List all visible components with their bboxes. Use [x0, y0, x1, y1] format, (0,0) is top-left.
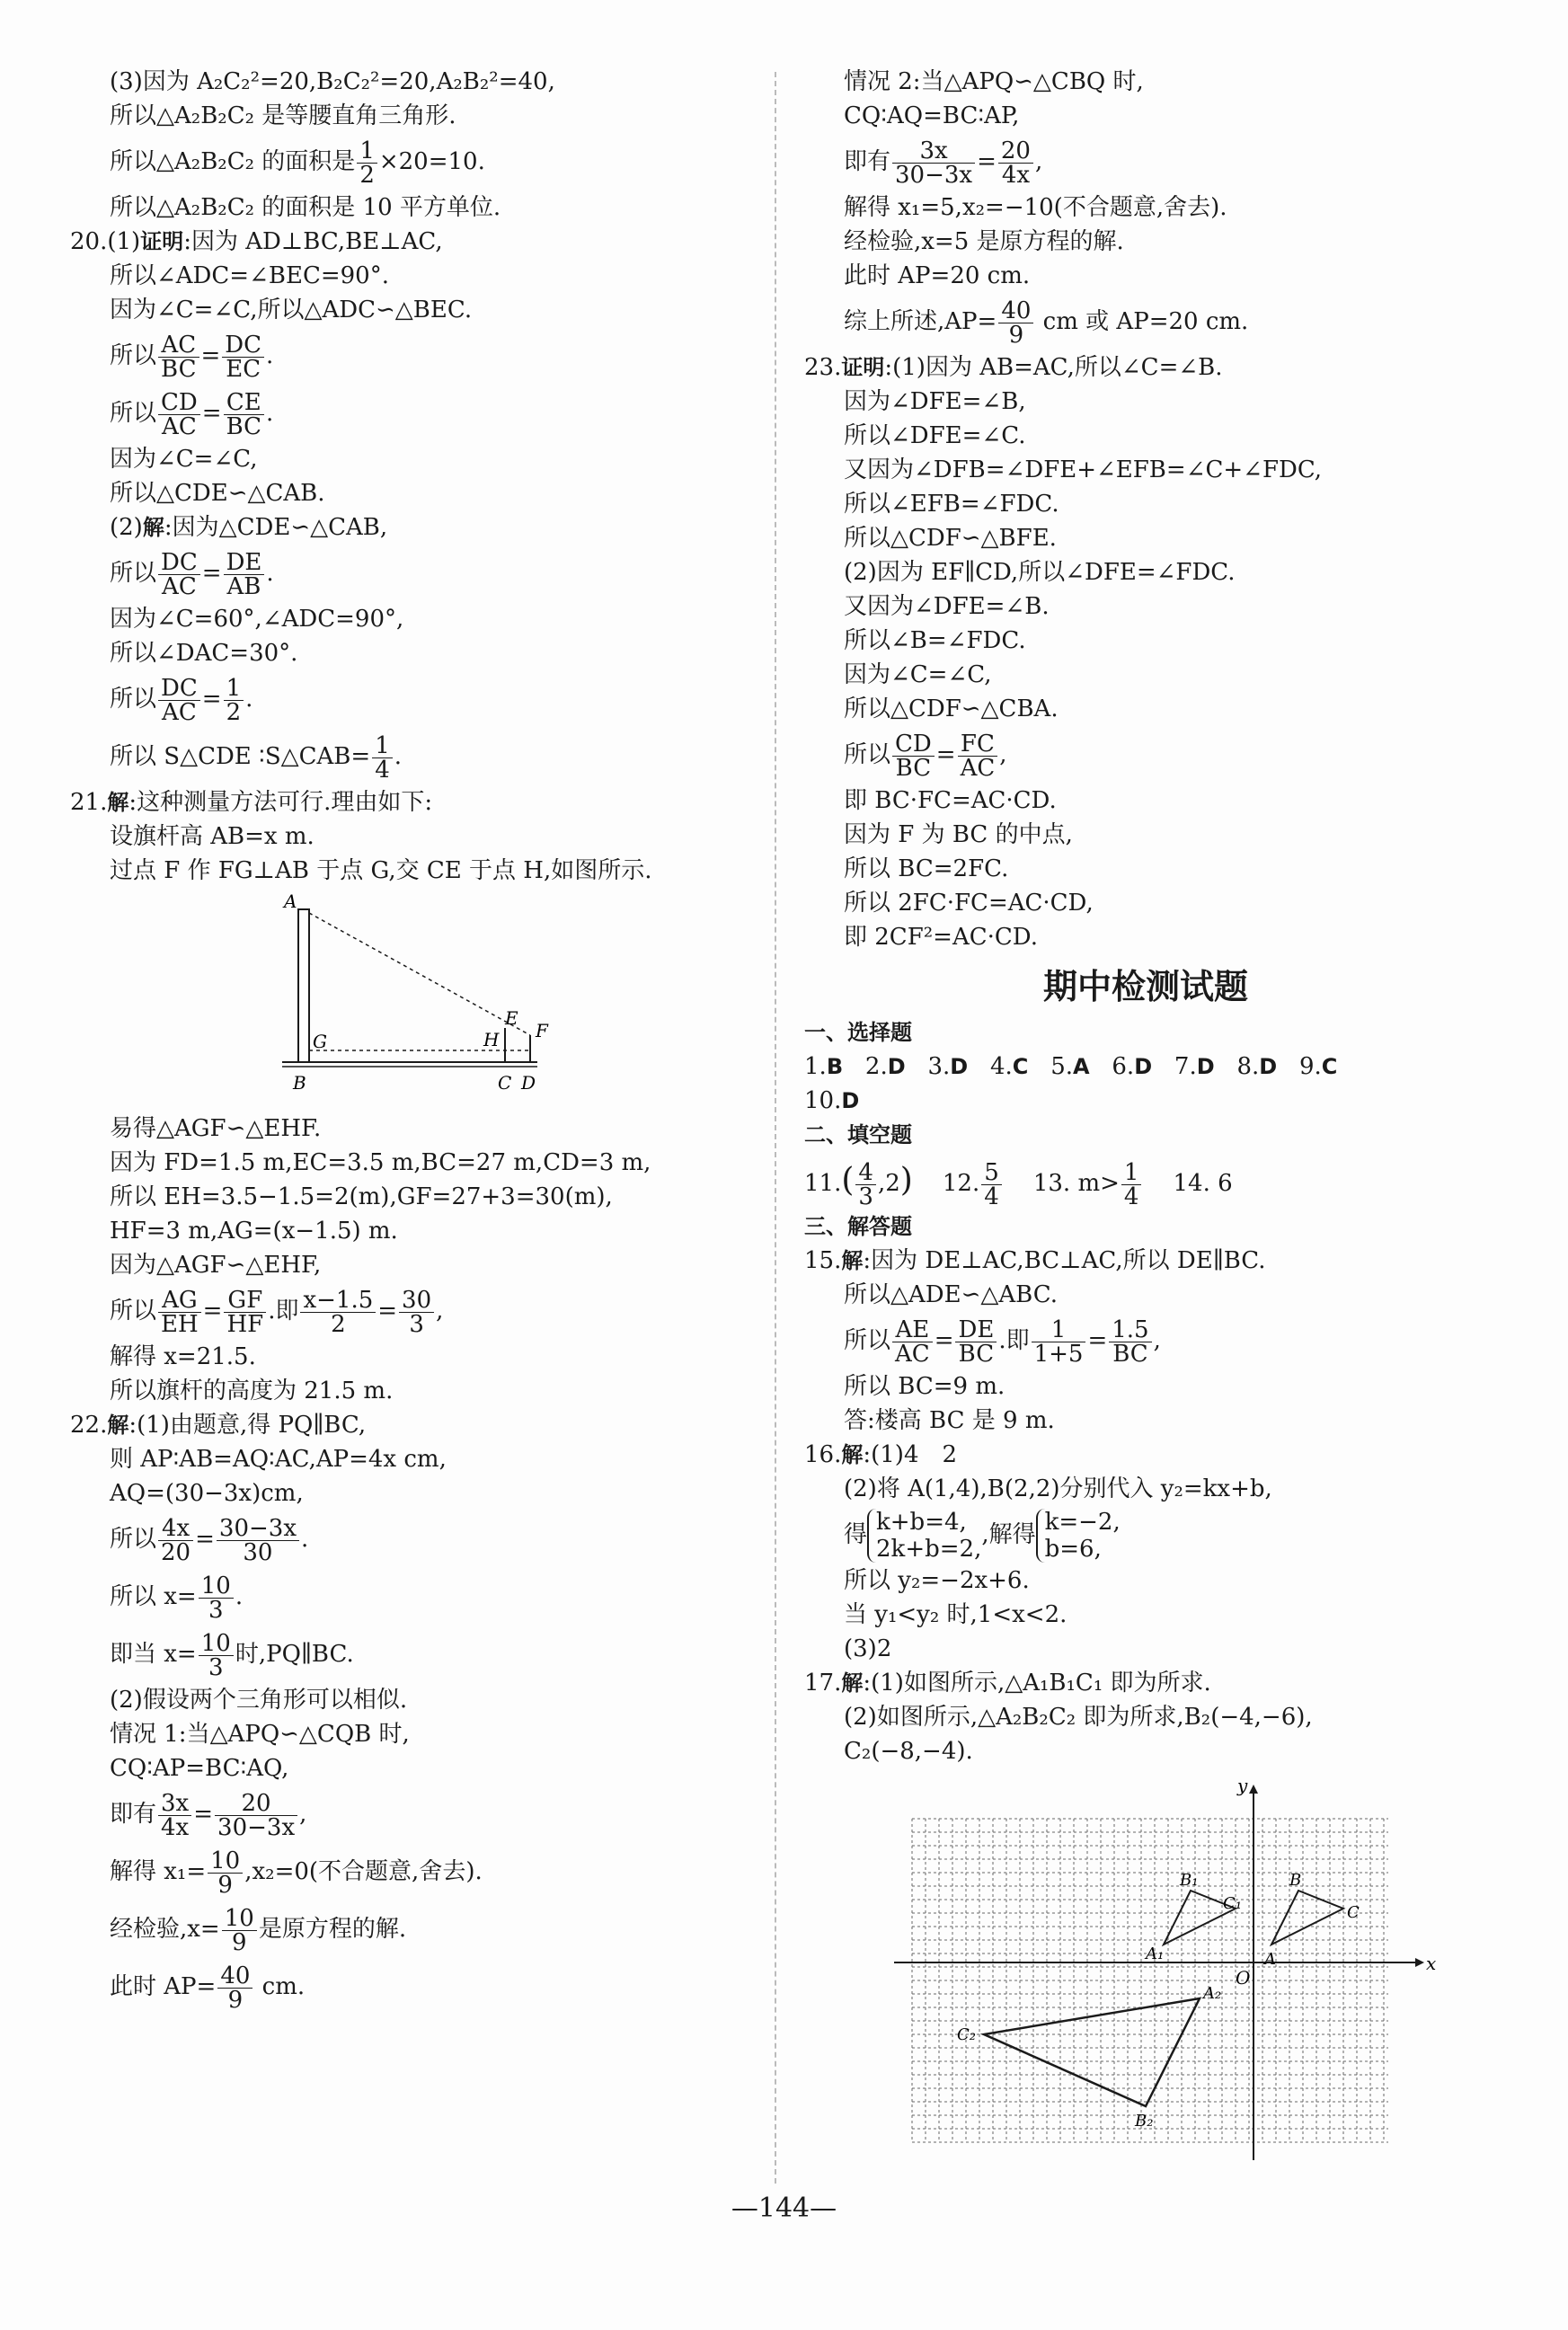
- text-line: 解得 x₁= $\frac{10}{9}$ ,x₂=0(不合题意,舍去).: [110, 1847, 483, 1899]
- coordinate-grid: [804, 1774, 1487, 2169]
- column-divider: [775, 72, 776, 2184]
- text-line: 经检验,x= $\frac{10}{9}$ 是原方程的解.: [110, 1904, 407, 1956]
- text-line: 所以 y₂=−2x+6.: [844, 1567, 1030, 1594]
- fraction: $\frac{4}{3}$: [855, 1161, 876, 1209]
- text-line: 因为△AGF∽△EHF,: [110, 1252, 322, 1279]
- text-line: 过点 F 作 FG⊥AB 于点 G,交 CE 于点 H,如图所示.: [110, 857, 652, 884]
- fraction: $\frac{FC}{AC}$: [958, 732, 998, 780]
- page-number: —144—: [731, 2193, 837, 2224]
- fraction: $\frac{10}{9}$: [222, 1907, 257, 1954]
- label-g: G: [313, 1031, 327, 1052]
- label-origin: O: [1236, 1967, 1251, 1989]
- text-line: 则 AP∶AB=AQ∶AC,AP=4x cm,: [110, 1446, 447, 1473]
- text-line: 因为∠C=60°,∠ADC=90°,: [110, 606, 404, 633]
- label-x: x: [1426, 1953, 1437, 1974]
- text-line: 又因为∠DFB=∠DFE+∠EFB=∠C+∠FDC,: [844, 456, 1323, 483]
- text-line: (3)2: [844, 1635, 892, 1662]
- fraction: $\frac{40}{9}$: [217, 1964, 252, 2012]
- text-line: 即当 x= $\frac{10}{3}$ 时,PQ∥BC.: [110, 1629, 354, 1681]
- question-17: 17.解:(1)如图所示,△A₁B₁C₁ 即为所求.: [804, 1670, 1211, 1697]
- text-line: (2)如图所示,△A₂B₂C₂ 即为所求,B₂(−4,−6),: [844, 1704, 1313, 1731]
- equation-system: 得 k+b=4, 2k+b=2, ,解得 k=−2, b=6,: [844, 1509, 1121, 1563]
- flagpole-diagram: [70, 893, 753, 1100]
- text-line: 即 BC·FC=AC·CD.: [844, 787, 1057, 814]
- section-heading: 一、选择题: [804, 1020, 912, 1045]
- text-line: 所以 $\frac{AE}{AC}$ = $\frac{DE}{BC}$ .即 $\frac{1}{1+5}$ = $\frac{1.5}{BC}$ ,: [844, 1316, 1161, 1368]
- fraction: $\frac{20}{4x}$: [998, 139, 1033, 187]
- text-line: 综上所述,AP= $\frac{40}{9}$ cm 或 AP=20 cm.: [844, 297, 1249, 349]
- text-line: (3)因为 A₂C₂²=20,B₂C₂²=20,A₂B₂²=40,: [110, 68, 555, 95]
- fraction: $\frac{DC}{AC}$: [158, 551, 200, 598]
- fraction: $\frac{30-3x}{30}$: [217, 1517, 299, 1564]
- fraction: $\frac{1.5}{BC}$: [1109, 1318, 1151, 1366]
- text-line: CQ∶AQ=BC∶AP,: [844, 102, 1020, 129]
- text-line: 又因为∠DFE=∠B.: [844, 593, 1050, 620]
- text-line: 因为∠DFE=∠B,: [844, 388, 1026, 415]
- label-a: A: [1264, 1950, 1276, 1969]
- text-line: 所以 $\frac{DC}{AC}$ = $\frac{DE}{AB}$ .: [110, 548, 274, 600]
- text-line: 设旗杆高 AB=x m.: [110, 823, 314, 850]
- text-line: 即 2CF²=AC·CD.: [844, 924, 1038, 951]
- fraction: $\frac{CD}{AC}$: [158, 391, 200, 439]
- text-line: 情况 1:当△APQ∽△CQB 时,: [110, 1721, 410, 1748]
- x-axis-arrow: [1415, 1958, 1424, 1967]
- triangle-abc: [1271, 1891, 1343, 1945]
- fraction: $\frac{DE}{AB}$: [224, 551, 265, 598]
- text-line: 所以∠EFB=∠FDC.: [844, 491, 1059, 518]
- text-line: 所以 BC=2FC.: [844, 855, 1009, 882]
- text-line: 因为∠C=∠C,所以△ADC∽△BEC.: [110, 297, 473, 323]
- flagpole-shape: [298, 909, 309, 1062]
- text-line: 解得 x=21.5.: [110, 1343, 256, 1370]
- y-axis-arrow: [1249, 1785, 1258, 1794]
- text-line: 即有 $\frac{3x}{4x}$ = $\frac{20}{30-3x}$ ,: [110, 1789, 307, 1841]
- text-line: 因为 FD=1.5 m,EC=3.5 m,BC=27 m,CD=3 m,: [110, 1149, 651, 1176]
- left-column: [70, 65, 753, 2015]
- sight-line: [309, 913, 530, 1035]
- text-line: 所以△CDE∽△CAB.: [110, 480, 325, 507]
- fraction: $\frac{CE}{BC}$: [224, 391, 264, 439]
- mc-answers-row-2: 10.D: [804, 1087, 860, 1114]
- text-line: 因为∠C=∠C,: [110, 446, 258, 473]
- text-line: 答:楼高 BC 是 9 m.: [844, 1407, 1055, 1434]
- label-e: E: [505, 1007, 518, 1029]
- fraction: $\frac{30}{3}$: [399, 1289, 434, 1336]
- right-column: [804, 65, 1487, 2181]
- fraction: $\frac{AC}{BC}$: [158, 333, 199, 381]
- label-b2: B₂: [1135, 2112, 1154, 2131]
- text-line: 所以 x= $\frac{10}{3}$ .: [110, 1572, 244, 1624]
- text-line: 所以 BC=9 m.: [844, 1373, 1005, 1400]
- text-line: 所以∠ADC=∠BEC=90°.: [110, 262, 389, 289]
- text-line: 所以 EH=3.5−1.5=2(m),GF=27+3=30(m),: [110, 1183, 613, 1210]
- fraction: $\frac{AE}{AC}$: [892, 1318, 933, 1366]
- label-c: C: [498, 1072, 512, 1094]
- question-22: 22.解:(1)由题意,得 PQ∥BC,: [70, 1412, 367, 1439]
- fraction: $\frac{1}{4}$: [1121, 1161, 1142, 1209]
- label-a: A: [284, 893, 297, 912]
- fraction: $\frac{1}{4}$: [372, 734, 393, 782]
- text-line: (2)将 A(1,4),B(2,2)分别代入 y₂=kx+b,: [844, 1475, 1272, 1502]
- text-line: 即有 $\frac{3x}{30-3x}$ = $\frac{20}{4x}$ ,: [844, 137, 1043, 189]
- text-line: 所以△A₂B₂C₂ 是等腰直角三角形.: [110, 102, 456, 129]
- label-c2: C₂: [957, 2025, 976, 2044]
- text-line: 所以△CDF∽△CBA.: [844, 695, 1059, 722]
- grid-lines: [912, 1819, 1388, 2142]
- label-y: y: [1237, 1775, 1248, 1796]
- fraction: $\frac{3x}{30-3x}$: [892, 139, 975, 187]
- fraction: $\frac{5}{4}$: [981, 1161, 1002, 1209]
- coordinate-grid-figure: [804, 1774, 1487, 2175]
- text-line: 此时 AP= $\frac{40}{9}$ cm.: [110, 1962, 306, 2014]
- text-line: 所以△ADE∽△ABC.: [844, 1281, 1058, 1308]
- text-line: 所以∠DAC=30°.: [110, 640, 298, 667]
- fraction: $\frac{10}{3}$: [199, 1632, 234, 1679]
- text-line: 所以 $\frac{CD}{AC}$ = $\frac{CE}{BC}$ .: [110, 388, 274, 440]
- text-line: CQ∶AP=BC∶AQ,: [110, 1755, 289, 1782]
- text-line: 当 y₁<y₂ 时,1<x<2.: [844, 1601, 1067, 1628]
- text-line: 因为∠C=∠C,: [844, 661, 992, 688]
- label-c1: C₁: [1223, 1894, 1242, 1913]
- text-line: (2)因为 EF∥CD,所以∠DFE=∠FDC.: [844, 559, 1236, 586]
- fill-answers: 11.( $\frac{4}{3}$ ,2) 12. $\frac{5}{4}$ 13. m> $\frac{1}{4}$ 14. 6: [804, 1158, 1233, 1210]
- label-b: B: [1289, 1871, 1302, 1890]
- fraction: $\frac{CD}{BC}$: [892, 732, 935, 780]
- text-line: 此时 AP=20 cm.: [844, 262, 1031, 289]
- mc-answers-row-1: 1.B 2.D 3.D 4.C 5.A 6.D 7.D 8.D 9.C: [804, 1053, 1338, 1080]
- text-line: 所以 $\frac{AG}{EH}$ = $\frac{GF}{HF}$ .即 $\frac{x-1.5}{2}$ = $\frac{30}{3}$ ,: [110, 1286, 444, 1338]
- text-line: HF=3 m,AG=(x−1.5) m.: [110, 1218, 398, 1245]
- question-16: 16.解:(1)4 2: [804, 1441, 958, 1468]
- label-c: C: [1347, 1903, 1360, 1922]
- fraction: $\frac{AG}{EH}$: [158, 1289, 201, 1336]
- label-f: F: [536, 1020, 548, 1041]
- text-line: 经检验,x=5 是原方程的解.: [844, 228, 1124, 255]
- section-heading: 三、解答题: [804, 1214, 912, 1239]
- label-b1: B₁: [1180, 1871, 1199, 1890]
- fraction: $\frac{40}{9}$: [998, 299, 1033, 347]
- brace: k+b=4, 2k+b=2,: [867, 1509, 981, 1563]
- fraction: $\frac{1}{2}$: [224, 677, 244, 724]
- text-line: 所以 $\frac{DC}{AC}$ = $\frac{1}{2}$ .: [110, 674, 253, 726]
- text-line: 所以△A₂B₂C₂ 的面积是 10 平方单位.: [110, 194, 501, 221]
- fraction: $\frac{DC}{AC}$: [158, 677, 200, 724]
- question-23: 23.证明:(1)因为 AB=AC,所以∠C=∠B.: [804, 354, 1223, 381]
- section-heading: 二、填空题: [804, 1122, 912, 1147]
- fraction: $\frac{1}{2}$: [357, 139, 377, 187]
- label-b: B: [293, 1072, 306, 1094]
- fraction: $\frac{10}{9}$: [208, 1849, 243, 1897]
- fraction: $\frac{3x}{4x}$: [158, 1792, 191, 1839]
- text-line: 所以 2FC·FC=AC·CD,: [844, 890, 1094, 917]
- text-line: (2)解:因为△CDE∽△CAB,: [110, 514, 388, 541]
- text-line: AQ=(30−3x)cm,: [110, 1480, 304, 1507]
- question-15: 15.解:因为 DE⊥AC,BC⊥AC,所以 DE∥BC.: [804, 1247, 1266, 1274]
- fraction: $\frac{DC}{EC}$: [222, 333, 264, 381]
- question-20: 20.(1)证明:因为 AD⊥BC,BE⊥AC,: [70, 228, 443, 255]
- text-line: 所以 $\frac{CD}{BC}$ = $\frac{FC}{AC}$ ,: [844, 730, 1007, 782]
- text-line: 所以∠B=∠FDC.: [844, 627, 1026, 654]
- fraction: $\frac{20}{30-3x}$: [215, 1792, 297, 1839]
- text-line: C₂(−8,−4).: [844, 1738, 973, 1765]
- fraction: $\frac{4x}{20}$: [158, 1517, 193, 1564]
- fraction: $\frac{1}{1+5}$: [1032, 1318, 1086, 1366]
- label-d: D: [521, 1072, 536, 1094]
- text-line: 解得 x₁=5,x₂=−10(不合题意,舍去).: [844, 194, 1227, 221]
- label-a1: A₁: [1146, 1945, 1165, 1963]
- text-line: 所以∠DFE=∠C.: [844, 422, 1026, 449]
- text-line: 所以 S△CDE ∶S△CAB= $\frac{1}{4}$ .: [110, 731, 403, 784]
- text-line: 所以 $\frac{4x}{20}$ = $\frac{30-3x}{30}$ .: [110, 1514, 309, 1566]
- text-line: 所以旗杆的高度为 21.5 m.: [110, 1378, 394, 1404]
- question-21: 21.解:这种测量方法可行.理由如下:: [70, 789, 433, 816]
- text-line: 易得△AGF∽△EHF.: [110, 1115, 322, 1142]
- text-line: 所以 $\frac{AC}{BC}$ = $\frac{DC}{EC}$ .: [110, 331, 274, 383]
- fraction: $\frac{10}{3}$: [199, 1574, 234, 1622]
- fraction: $\frac{DE}{BC}$: [955, 1318, 997, 1366]
- flagpole-figure: [70, 893, 753, 1106]
- triangle-a2b2c2: [984, 1998, 1200, 2106]
- brace: k=−2, b=6,: [1036, 1509, 1121, 1563]
- text-line: (2)假设两个三角形可以相似.: [110, 1687, 408, 1714]
- label-a2: A₂: [1203, 1984, 1222, 2003]
- text-line: 所以△CDF∽△BFE.: [844, 525, 1057, 552]
- label-h: H: [483, 1029, 500, 1050]
- fraction: $\frac{GF}{HF}$: [224, 1289, 266, 1336]
- exam-title: 期中检测试题: [1042, 967, 1248, 1006]
- text-line: 情况 2:当△APQ∽△CBQ 时,: [844, 68, 1144, 95]
- text-line: 因为 F 为 BC 的中点,: [844, 821, 1073, 848]
- text-line: 所以△A₂B₂C₂ 的面积是 $\frac{1}{2}$ ×20=10.: [110, 137, 485, 189]
- fraction: $\frac{x-1.5}{2}$: [300, 1289, 376, 1336]
